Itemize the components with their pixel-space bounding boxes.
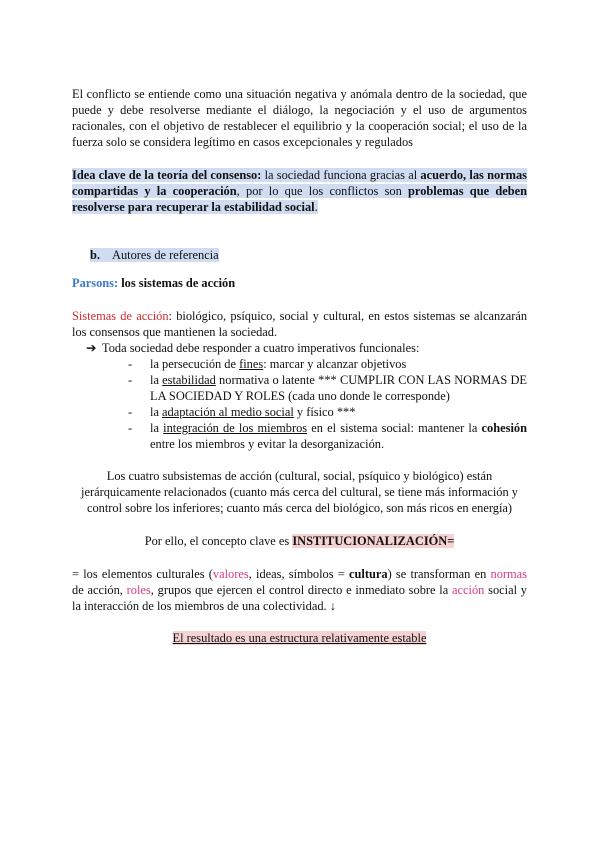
- institucionalizacion-key: INSTITUCIONALIZACIÓN=: [292, 534, 455, 548]
- definicion-paragraph: = los elementos culturales (valores, ideas, símbolos = cultura) se transforman en normas de acción, roles, grupos que ejercen el control directo e inmediato sobre la acción social y la interacción de los miembros de una colectividad. ↓: [72, 567, 527, 613]
- sistemas-label: Sistemas de acción: [72, 309, 169, 323]
- list-item: - la integración de los miembros en el sistema social: mantener la cohesión entre los miembros y evitar la desorganización.: [128, 421, 527, 451]
- list-item: - la persecución de fines: marcar y alcanzar objetivos: [128, 357, 407, 371]
- sistemas-paragraph: Sistemas de acción: biológico, psíquico, social y cultural, en estos sistemas se alcanzarán los consensos que mantienen la sociedad.: [72, 309, 528, 339]
- parsons-heading: Parsons: los sistemas de acción: [72, 276, 236, 290]
- intro-paragraph: El conflicto se entiende como una situación negativa y anómala dentro de la sociedad, que puede y debe resolverse mediante el diálogo, la negociación y el uso de argumentos racionales, con el objetivo de restablecer el equilibrio y la cooperación social; el uso de la fuerza solo se considera legítimo en casos excepcionales y regulados: [72, 87, 527, 149]
- idea-clave-label: Idea clave de la teoría del consenso:: [72, 168, 262, 182]
- idea-clave-paragraph: [72, 167, 527, 215]
- imperativos-line: ➔ Toda sociedad debe responder a cuatro imperativos funcionales:: [86, 341, 420, 355]
- idea-clave-highlight: Idea clave de la teoría del consenso: la sociedad funciona gracias al acuerdo, las normas compartidas y la cooperación, por lo que los conflictos son problemas que deben resolverse para recuperar la estabilidad social.: [72, 168, 528, 214]
- section-b-heading: b. Autores de referencia: [90, 248, 219, 262]
- resultado-highlight: El resultado es una estructura relativamente estable: [172, 631, 427, 645]
- parsons-name: Parsons:: [72, 276, 119, 290]
- list-item: - la estabilidad normativa o latente *** CUMPLIR CON LAS NORMAS DE LA SOCIEDAD Y ROLES (cada uno donde le corresponde): [128, 373, 527, 403]
- concepto-line: Por ello, el concepto clave es INSTITUCIONALIZACIÓN=: [144, 534, 455, 548]
- subsistemas-paragraph: Los cuatro subsistemas de acción (cultural, social, psíquico y biológico) están jerárquicamente relacionados (cuanto más cerca del cultural, se tiene más información y control sobre los inferiores; cuanto más cerca del biológico, son más ricos en energía): [81, 469, 518, 515]
- list-item: - la adaptación al medio social y físico ***: [128, 405, 356, 419]
- resultado-line: [72, 630, 527, 646]
- imperativos-list: [72, 356, 527, 452]
- document-page: [72, 86, 527, 646]
- arrow-icon: ➔: [86, 341, 97, 355]
